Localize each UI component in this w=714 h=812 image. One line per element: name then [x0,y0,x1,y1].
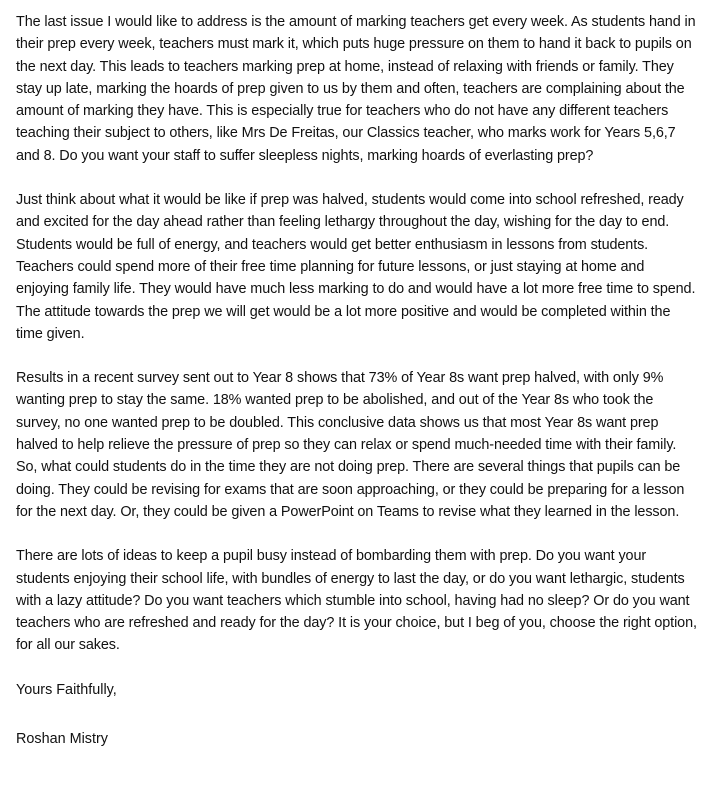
letter-closing: Yours Faithfully, [16,681,117,698]
paragraph-marking-workload: The last issue I would like to address is the amount of marking teachers get every week. As students hand in their prep every week, teachers must mark it, which puts huge pressure on them to hand it back to pupils on the next day. This leads to teachers marking prep at home, instead of relaxing with friends or family. They stay up late, marking the hoards of prep given to us by them and often, teachers are complaining about the amount of marking they have. This is especially true for teachers who do not have any different teachers teaching their subject to others, like Mrs De Freitas, our Classics teacher, who marks work for Years 5,6,7 and 8. Do you want your staff to suffer sleepless nights, marking hoards of everlasting prep? [16,14,696,164]
letter-signature: Roshan Mistry [16,731,108,748]
paragraph-conclusion: There are lots of ideas to keep a pupil busy instead of bombarding them with prep. Do you want your students enjoying their school life, with bundles of energy to last the day, or do you want lethargic, students with a lazy attitude? Do you want teachers which stumble into school, having had no sleep? Or do you want teachers who are refreshed and ready for the day? It is your choice, but I beg of you, choose the right option, for all our sakes. [16,548,697,654]
paragraph-survey-results: Results in a recent survey sent out to Year 8 shows that 73% of Year 8s want prep halved, with only 9% wanting prep to stay the same. 18% wanted prep to be abolished, and out of the Year 8s who took the survey, no one wanted prep to be doubled. This conclusive data shows us that most Year 8s want prep halved to help relieve the pressure of prep so they can relax or spend much-needed time with their family. So, what could students do in the time they are not doing prep. There are several things that pupils can be doing. They could be revising for exams that are soon approaching, or they could be preparing for a lesson for the next day. Or, they could be given a PowerPoint on Teams to revise what they learned in the lesson. [16,370,685,520]
paragraph-prep-halved: Just think about what it would be like if prep was halved, students would come into school refreshed, ready and excited for the day ahead rather than feeling lethargy throughout the day, wishing for the day to end. Students would be full of energy, and teachers would get better enthusiasm in lessons from students. Teachers could spend more of their free time planning for future lessons, or just staying at home and enjoying family life. They would have much less marking to do and would have a lot more free time to spend. The attitude towards the prep we will get would be a lot more positive and would be completed within the time given. [16,192,696,342]
